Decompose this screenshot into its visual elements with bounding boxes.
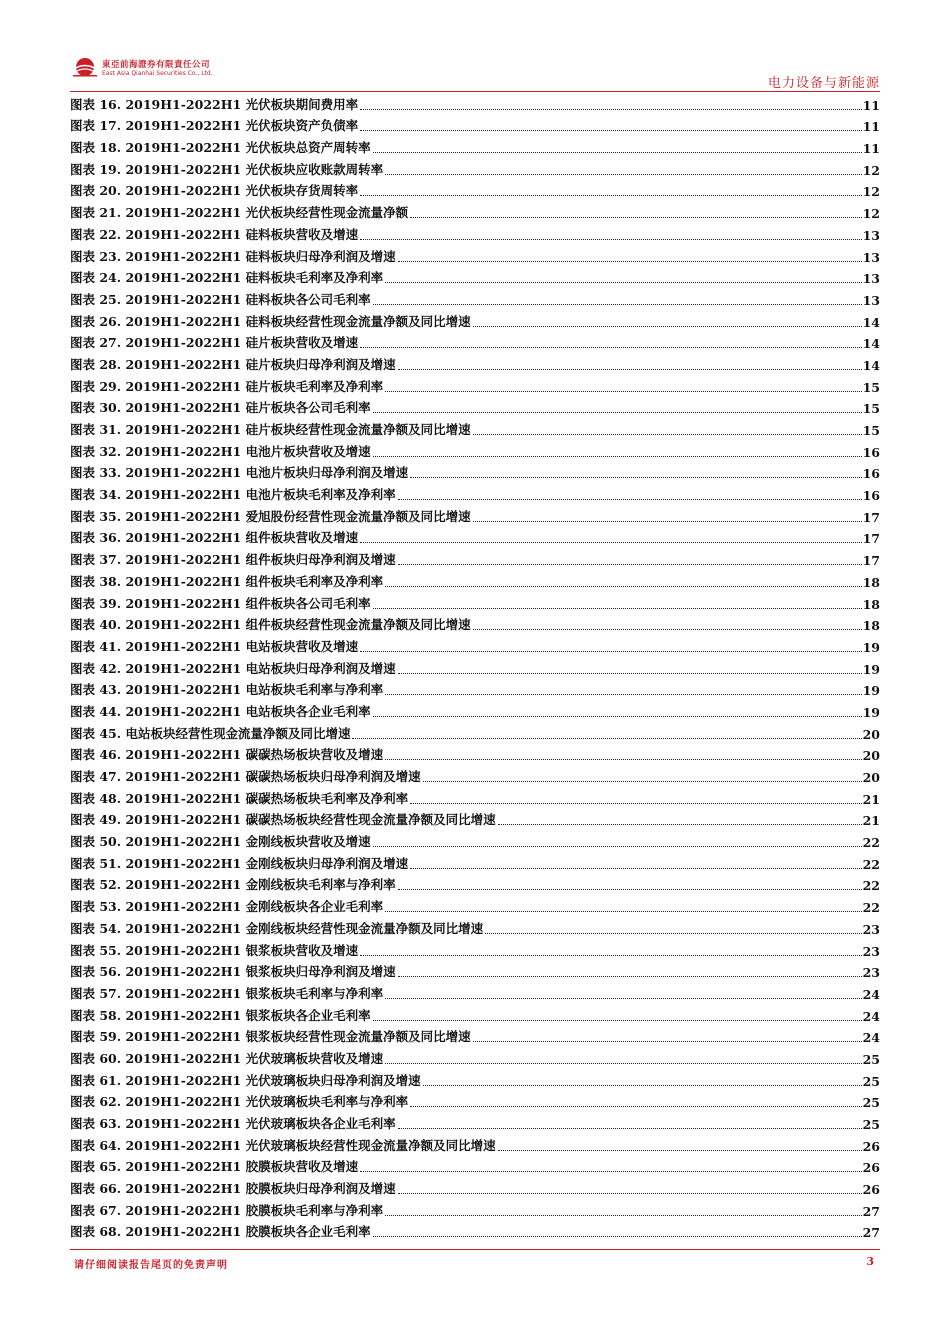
toc-dot-leader — [385, 585, 862, 587]
toc-entry-label: 图表 52. 2019H1-2022H1 金刚线板块毛利率与净利率 — [70, 877, 396, 893]
toc-entry-label: 图表 47. 2019H1-2022H1 碳碳热场板块归母净利润及增速 — [70, 769, 421, 784]
toc-entry-label: 图表 67. 2019H1-2022H1 胶膜板块毛利率与净利率 — [70, 1202, 384, 1218]
toc-entry[interactable] — [70, 286, 880, 308]
toc-entry[interactable] — [70, 807, 880, 829]
toc-entry[interactable] — [70, 221, 880, 243]
toc-dot-leader — [360, 346, 862, 348]
toc-entry-label: 图表 64. 2019H1-2022H1 光伏玻璃板块经营性现金流量净额及同比增速 — [70, 1137, 496, 1153]
toc-entry-page: 13 — [862, 227, 880, 243]
toc-entry-page: 27 — [862, 1225, 880, 1241]
toc-dot-leader — [360, 1170, 862, 1172]
toc-entry-page: 24 — [862, 1008, 880, 1024]
toc-entry[interactable] — [70, 546, 880, 568]
toc-entry[interactable] — [70, 828, 880, 850]
toc-entry-label: 图表 26. 2019H1-2022H1 硅料板块经营性现金流量净额及同比增速 — [70, 313, 471, 329]
toc-entry-page: 12 — [862, 184, 880, 200]
toc-dot-leader — [360, 194, 862, 196]
company-name-cn: 東亞前海證券有限責任公司 — [102, 60, 211, 70]
toc-entry[interactable] — [70, 655, 880, 677]
toc-dot-leader — [398, 672, 862, 674]
toc-dot-leader — [373, 845, 862, 847]
toc-entry-label: 图表 45. 电站板块经营性现金流量净额及同比增速 — [70, 725, 351, 741]
toc-entry[interactable] — [70, 113, 880, 135]
toc-entry[interactable] — [70, 265, 880, 287]
toc-entry[interactable] — [70, 330, 880, 352]
toc-entry-label: 图表 55. 2019H1-2022H1 银浆板块营收及增速 — [70, 942, 359, 958]
toc-entry[interactable] — [70, 503, 880, 525]
page-header — [70, 52, 880, 92]
toc-entry-label: 图表 59. 2019H1-2022H1 银浆板块经营性现金流量净额及同比增速 — [70, 1029, 471, 1045]
toc-dot-leader — [373, 151, 862, 153]
toc-dot-leader — [373, 1235, 862, 1237]
toc-entry-label: 图表 53. 2019H1-2022H1 金刚线板块各企业毛利率 — [70, 899, 384, 915]
toc-entry-page: 20 — [862, 770, 880, 785]
toc-entry[interactable] — [70, 156, 880, 178]
toc-entry-label: 图表 49. 2019H1-2022H1 碳碳热场板块经营性现金流量净额及同比增速 — [70, 812, 496, 828]
toc-dot-leader — [385, 910, 862, 912]
toc-dot-leader — [423, 1084, 862, 1086]
toc-entry-label: 图表 38. 2019H1-2022H1 组件板块毛利率及净利率 — [70, 573, 384, 589]
page-number: 3 — [866, 1255, 874, 1268]
toc-entry-label: 图表 27. 2019H1-2022H1 硅片板块营收及增速 — [70, 335, 359, 351]
toc-entry[interactable] — [70, 568, 880, 590]
toc-entry[interactable] — [70, 178, 880, 200]
toc-entry[interactable] — [70, 525, 880, 547]
toc-entry-label: 图表 58. 2019H1-2022H1 银浆板块各企业毛利率 — [70, 1007, 371, 1023]
toc-entry-label: 图表 21. 2019H1-2022H1 光伏板块经营性现金流量净额 — [70, 205, 409, 221]
toc-dot-leader — [373, 303, 862, 305]
toc-entry-label: 图表 29. 2019H1-2022H1 硅片板块毛利率及净利率 — [70, 378, 384, 394]
toc-entry-label: 图表 19. 2019H1-2022H1 光伏板块应收账款周转率 — [70, 161, 384, 177]
toc-entry-label: 图表 35. 2019H1-2022H1 爱旭股份经营性现金流量净额及同比增速 — [70, 508, 471, 524]
toc-entry[interactable] — [70, 351, 880, 373]
toc-dot-leader — [410, 1105, 862, 1107]
toc-dot-leader — [352, 737, 862, 739]
toc-dot-leader — [410, 476, 862, 478]
toc-dot-leader — [385, 173, 862, 175]
toc-dot-leader — [373, 607, 862, 609]
toc-entry-label: 图表 25. 2019H1-2022H1 硅料板块各公司毛利率 — [70, 291, 371, 307]
toc-dot-leader — [410, 216, 862, 218]
toc-dot-leader — [398, 563, 862, 565]
toc-entry-page: 20 — [862, 748, 880, 764]
toc-dot-leader — [360, 541, 862, 543]
toc-entry-page: 21 — [862, 813, 880, 829]
toc-dot-leader — [373, 1019, 862, 1021]
toc-entry[interactable] — [70, 742, 880, 764]
toc-entry-label: 图表 16. 2019H1-2022H1 光伏板块期间费用率 — [70, 96, 359, 112]
toc-entry[interactable] — [70, 937, 880, 959]
toc-entry-page: 15 — [862, 379, 880, 395]
toc-dot-leader — [385, 281, 862, 283]
toc-entry-label: 图表 60. 2019H1-2022H1 光伏玻璃板块营收及增速 — [70, 1050, 384, 1066]
toc-entry-label: 图表 57. 2019H1-2022H1 银浆板块毛利率与净利率 — [70, 985, 384, 1001]
toc-entry-page: 13 — [862, 249, 880, 265]
toc-entry[interactable] — [70, 915, 880, 937]
toc-entry-label: 图表 40. 2019H1-2022H1 组件板块经营性现金流量净额及同比增速 — [70, 617, 471, 633]
toc-dot-leader — [385, 390, 862, 392]
toc-entry[interactable] — [70, 134, 880, 156]
toc-entry-page: 25 — [862, 1117, 880, 1132]
toc-entry-page: 27 — [862, 1203, 880, 1219]
report-sector: 电力设备与新能源 — [767, 76, 880, 91]
toc-entry-label: 图表 34. 2019H1-2022H1 电池片板块毛利率及净利率 — [70, 487, 396, 503]
toc-entry-page: 16 — [862, 488, 880, 504]
toc-entry-page: 15 — [862, 401, 880, 417]
toc-entry[interactable] — [70, 850, 880, 872]
toc-entry-page: 26 — [862, 1160, 880, 1176]
toc-dot-leader — [360, 954, 862, 956]
toc-dot-leader — [385, 758, 862, 760]
toc-entry-label: 图表 61. 2019H1-2022H1 光伏玻璃板块归母净利润及增速 — [70, 1072, 421, 1088]
toc-entry-label: 图表 50. 2019H1-2022H1 金刚线板块营收及增速 — [70, 834, 371, 850]
toc-entry-page: 18 — [862, 596, 880, 612]
toc-entry-label: 图表 63. 2019H1-2022H1 光伏玻璃板块各企业毛利率 — [70, 1116, 396, 1131]
toc-entry-page: 23 — [862, 943, 880, 959]
toc-entry-page: 22 — [862, 856, 880, 872]
toc-dot-leader — [385, 997, 862, 999]
toc-dot-leader — [473, 433, 862, 435]
toc-entry[interactable] — [70, 590, 880, 612]
toc-entry[interactable] — [70, 1132, 880, 1154]
toc-dot-leader — [398, 498, 862, 500]
toc-entry-page: 25 — [862, 1095, 880, 1111]
toc-dot-leader — [385, 693, 862, 695]
toc-dot-leader — [498, 1149, 862, 1151]
toc-dot-leader — [473, 1040, 862, 1042]
toc-entry[interactable] — [70, 438, 880, 460]
toc-entry[interactable] — [70, 416, 880, 438]
toc-entry[interactable] — [70, 395, 880, 417]
toc-entry-label: 图表 37. 2019H1-2022H1 组件板块归母净利润及增速 — [70, 552, 396, 568]
toc-dot-leader — [473, 325, 862, 327]
toc-dot-leader — [410, 867, 862, 869]
toc-entry-page: 25 — [862, 1051, 880, 1067]
toc-entry[interactable] — [70, 91, 880, 113]
toc-entry[interactable] — [70, 1024, 880, 1046]
company-logo-icon — [72, 56, 98, 78]
toc-entry-label: 图表 65. 2019H1-2022H1 胶膜板块营收及增速 — [70, 1159, 359, 1175]
toc-dot-leader — [498, 823, 862, 825]
toc-entry[interactable] — [70, 872, 880, 894]
toc-entry-page: 19 — [862, 661, 880, 677]
toc-entry-page: 12 — [862, 162, 880, 178]
footer-divider — [70, 1249, 880, 1250]
toc-entry-label: 图表 39. 2019H1-2022H1 组件板块各公司毛利率 — [70, 595, 371, 611]
toc-entry[interactable] — [70, 763, 880, 785]
toc-entry[interactable] — [70, 980, 880, 1002]
toc-entry[interactable] — [70, 893, 880, 915]
toc-entry-page: 16 — [862, 444, 880, 460]
toc-entry[interactable] — [70, 481, 880, 503]
toc-entry[interactable] — [70, 308, 880, 330]
toc-entry-label: 图表 32. 2019H1-2022H1 电池片板块营收及增速 — [70, 443, 371, 459]
toc-entry-page: 15 — [862, 423, 880, 438]
toc-entry-label: 图表 48. 2019H1-2022H1 碳碳热场板块毛利率及净利率 — [70, 790, 409, 806]
toc-entry-page: 22 — [862, 878, 880, 894]
toc-dot-leader — [373, 715, 862, 717]
toc-entry[interactable] — [70, 1110, 880, 1132]
toc-entry-label: 图表 62. 2019H1-2022H1 光伏玻璃板块毛利率与净利率 — [70, 1094, 409, 1110]
toc-dot-leader — [360, 108, 862, 110]
toc-entry-label: 图表 30. 2019H1-2022H1 硅片板块各公司毛利率 — [70, 400, 371, 416]
toc-dot-leader — [398, 260, 862, 262]
toc-dot-leader — [360, 650, 862, 652]
toc-entry-page: 22 — [862, 900, 880, 916]
toc-entry-label: 图表 41. 2019H1-2022H1 电站板块营收及增速 — [70, 638, 359, 654]
toc-entry-page: 11 — [862, 141, 880, 157]
toc-entry-label: 图表 36. 2019H1-2022H1 组件板块营收及增速 — [70, 530, 359, 546]
toc-entry[interactable] — [70, 243, 880, 265]
toc-dot-leader — [360, 129, 862, 131]
toc-entry-page: 26 — [862, 1182, 880, 1198]
toc-entry-label: 图表 42. 2019H1-2022H1 电站板块归母净利润及增速 — [70, 660, 396, 676]
toc-entry-page: 11 — [862, 119, 880, 135]
toc-entry-label: 图表 44. 2019H1-2022H1 电站板块各企业毛利率 — [70, 703, 371, 719]
toc-entry-page: 23 — [862, 921, 880, 937]
toc-entry-page: 17 — [862, 509, 880, 525]
toc-entry[interactable] — [70, 612, 880, 634]
toc-entry-label: 图表 22. 2019H1-2022H1 硅料板块营收及增速 — [70, 226, 359, 242]
toc-entry[interactable] — [70, 1154, 880, 1176]
toc-entry-page: 19 — [862, 704, 880, 720]
toc-entry-page: 14 — [862, 336, 880, 352]
toc-entry-page: 24 — [862, 986, 880, 1002]
toc-dot-leader — [410, 802, 862, 804]
toc-dot-leader — [398, 975, 862, 977]
toc-entry-label: 图表 54. 2019H1-2022H1 金刚线板块经营性现金流量净额及同比增速 — [70, 920, 484, 936]
toc-entry-page: 22 — [862, 835, 880, 851]
toc-entry[interactable] — [70, 1197, 880, 1219]
toc-entry-label: 图表 23. 2019H1-2022H1 硅料板块归母净利润及增速 — [70, 248, 396, 264]
toc-dot-leader — [473, 520, 862, 522]
toc-entry[interactable] — [70, 1067, 880, 1089]
toc-entry-label: 图表 56. 2019H1-2022H1 银浆板块归母净利润及增速 — [70, 964, 396, 980]
toc-entry[interactable] — [70, 633, 880, 655]
toc-entry-page: 23 — [862, 965, 880, 981]
toc-entry-page: 25 — [862, 1073, 880, 1089]
toc-entry[interactable] — [70, 199, 880, 221]
toc-dot-leader — [485, 932, 862, 934]
toc-entry[interactable] — [70, 1089, 880, 1111]
toc-dot-leader — [385, 1062, 862, 1064]
toc-entry[interactable] — [70, 1219, 880, 1241]
toc-entry-page: 20 — [862, 726, 880, 742]
toc-entry[interactable] — [70, 785, 880, 807]
toc-entry-page: 13 — [862, 292, 880, 308]
toc-entry-label: 图表 33. 2019H1-2022H1 电池片板块归母净利润及增速 — [70, 465, 409, 481]
toc-entry[interactable] — [70, 698, 880, 720]
toc-dot-leader — [373, 411, 862, 413]
toc-entry-label: 图表 66. 2019H1-2022H1 胶膜板块归母净利润及增速 — [70, 1181, 396, 1197]
toc-entry-page: 26 — [862, 1138, 880, 1154]
toc-entry-label: 图表 17. 2019H1-2022H1 光伏板块资产负债率 — [70, 118, 359, 134]
toc-dot-leader — [398, 888, 862, 890]
toc-entry-label: 图表 43. 2019H1-2022H1 电站板块毛利率与净利率 — [70, 682, 384, 698]
toc-dot-leader — [373, 455, 862, 457]
figure-index-list — [70, 91, 880, 1240]
toc-entry-label: 图表 51. 2019H1-2022H1 金刚线板块归母净利润及增速 — [70, 855, 409, 871]
toc-entry-page: 19 — [862, 639, 880, 655]
toc-entry-label: 图表 20. 2019H1-2022H1 光伏板块存货周转率 — [70, 183, 359, 199]
toc-entry-page: 17 — [862, 531, 880, 547]
toc-entry[interactable] — [70, 373, 880, 395]
toc-entry[interactable] — [70, 959, 880, 981]
toc-dot-leader — [398, 368, 862, 370]
toc-entry-page: 16 — [862, 466, 880, 482]
toc-entry-page: 14 — [862, 314, 880, 330]
toc-entry-page: 11 — [862, 97, 880, 113]
toc-dot-leader — [423, 780, 862, 782]
toc-entry-label: 图表 28. 2019H1-2022H1 硅片板块归母净利润及增速 — [70, 356, 396, 372]
toc-entry[interactable] — [70, 460, 880, 482]
toc-entry-page: 19 — [862, 683, 880, 699]
toc-entry-page: 14 — [862, 357, 880, 373]
toc-entry-page: 21 — [862, 791, 880, 807]
toc-entry-label: 图表 46. 2019H1-2022H1 碳碳热场板块营收及增速 — [70, 747, 384, 763]
toc-dot-leader — [385, 1214, 862, 1216]
toc-dot-leader — [360, 238, 862, 240]
toc-entry[interactable] — [70, 720, 880, 742]
toc-dot-leader — [398, 1192, 862, 1194]
toc-entry-page: 12 — [862, 206, 880, 222]
toc-entry-page: 17 — [862, 553, 880, 569]
toc-entry-label: 图表 31. 2019H1-2022H1 硅片板块经营性现金流量净额及同比增速 — [70, 422, 471, 437]
toc-entry-label: 图表 18. 2019H1-2022H1 光伏板块总资产周转率 — [70, 140, 371, 156]
toc-dot-leader — [473, 628, 862, 630]
toc-entry-page: 24 — [862, 1030, 880, 1046]
toc-entry[interactable] — [70, 677, 880, 699]
toc-entry-page: 13 — [862, 271, 880, 287]
toc-entry-page: 18 — [862, 618, 880, 634]
toc-entry-page: 18 — [862, 574, 880, 590]
toc-entry-label: 图表 68. 2019H1-2022H1 胶膜板块各企业毛利率 — [70, 1224, 371, 1240]
toc-entry-label: 图表 24. 2019H1-2022H1 硅料板块毛利率及净利率 — [70, 270, 384, 286]
toc-entry[interactable] — [70, 1045, 880, 1067]
toc-dot-leader — [398, 1127, 862, 1129]
toc-entry[interactable] — [70, 1175, 880, 1197]
toc-entry[interactable] — [70, 1002, 880, 1024]
disclaimer-text: 请仔细阅读报告尾页的免责声明 — [74, 1260, 228, 1271]
company-name-en: East Asia Qianhai Securities Co., Ltd. — [102, 70, 213, 77]
